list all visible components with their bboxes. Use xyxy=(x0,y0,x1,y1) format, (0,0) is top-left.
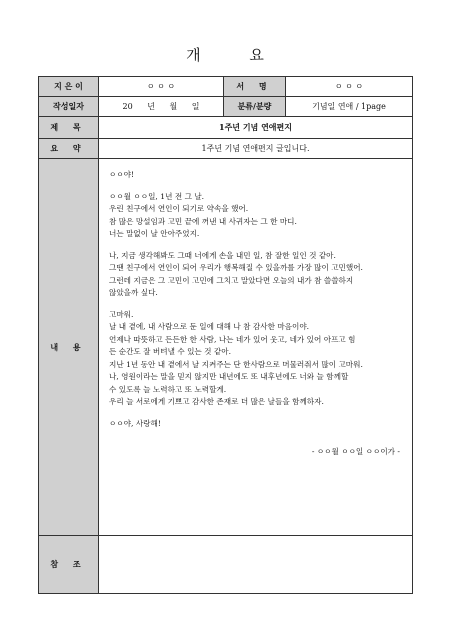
letter-line: 든 순간도 잘 버텨낼 수 있는 것 같아. xyxy=(109,347,232,356)
date-label: 작성일자 xyxy=(39,97,99,117)
letter-line: 나, 영원이라는 말을 믿지 않지만 내년에도 또 내후년에도 너와 늘 함께할 xyxy=(109,372,349,381)
letter-text xyxy=(109,169,404,430)
letter-line: 그런데 지금은 그 고민이 고민에 그치고 말았다면 오늘의 내가 참 쓸쓸하지 xyxy=(109,275,354,285)
letter-line: 수 있도록 늘 노력하고 또 노력할게. xyxy=(109,384,227,394)
date-row xyxy=(39,97,413,117)
category-value: 기념일 연애 / 1page xyxy=(286,97,413,117)
letter-line: 우린 친구에서 연인이 되기로 약속을 했어. xyxy=(109,204,249,213)
summary-row xyxy=(39,139,413,159)
letter-line: 고마워. xyxy=(109,309,134,319)
summary-label: 요 약 xyxy=(39,139,99,159)
letter-line: ㅇㅇ야, 사랑해! xyxy=(109,418,161,428)
letter-line: 우리 늘 서로에게 기쁘고 감사한 존재로 더 많은 날들을 함께하자. xyxy=(109,397,324,406)
reference-label: 참 조 xyxy=(39,536,99,594)
letter-line: 않았을까 싶다. xyxy=(109,288,158,297)
letter-line: 언제나 따뜻하고 든든한 한 사람, 나는 네가 있어 웃고, 네가 있어 아프고 힘 xyxy=(109,334,356,344)
subject-value: 1주년 기념 연애편지 xyxy=(99,117,413,139)
reference-value xyxy=(99,536,413,594)
summary-table xyxy=(38,76,413,594)
content-row xyxy=(39,159,413,536)
letter-line: ㅇㅇ야! xyxy=(109,170,135,179)
author-value: ㅇ ㅇ ㅇ xyxy=(99,77,224,97)
subject-row xyxy=(39,117,413,139)
content-label: 내 용 xyxy=(39,159,99,536)
reference-row xyxy=(39,536,413,594)
letter-line: 참 많은 망설임과 고민 끝에 꺼낸 내 사귀자는 그 한 마디. xyxy=(109,216,297,226)
letter-gap xyxy=(109,300,404,309)
letter-line: 나, 지금 생각해봐도 그때 너에게 손을 내민 일, 참 잘한 일인 것 같아. xyxy=(109,250,336,260)
category-label: 분류/분량 xyxy=(224,97,286,117)
letter-line: 날 내 곁에, 내 사람으로 둔 일에 대해 나 참 감사한 마음이야. xyxy=(109,322,310,331)
letter-line: ㅇㅇ월 ㅇㅇ일, 1년 전 그 날. xyxy=(109,191,205,201)
letter-gap xyxy=(109,241,404,250)
date-value: 20 년 월 일 xyxy=(99,97,224,117)
subject-label: 제 목 xyxy=(39,117,99,139)
letter-line: 지난 1년 동안 내 곁에서 날 지켜주는 단 한사람으로 머물러줘서 많이 고마워. xyxy=(109,359,363,369)
document-title: 개 요 xyxy=(186,46,286,64)
letter-signature: - ㅇㅇ월 ㅇㅇ일 ㅇㅇ이가 - xyxy=(311,447,400,456)
letter-gap xyxy=(109,182,404,191)
sign-value: ㅇ ㅇ ㅇ xyxy=(286,77,413,97)
letter-body xyxy=(99,159,413,536)
author-label: 지 은 이 xyxy=(39,77,99,97)
sign-label: 서 명 xyxy=(224,77,286,97)
letter-line: 그땐 친구에서 연인이 되어 우리가 행복해질 수 있을까를 가장 많이 고민했어. xyxy=(109,263,363,272)
author-row xyxy=(39,77,413,97)
letter-line: 너는 말없이 날 안아주었지. xyxy=(109,229,200,238)
summary-value: 1주년 기념 연애편지 글입니다. xyxy=(99,139,413,159)
letter-gap xyxy=(109,409,404,418)
